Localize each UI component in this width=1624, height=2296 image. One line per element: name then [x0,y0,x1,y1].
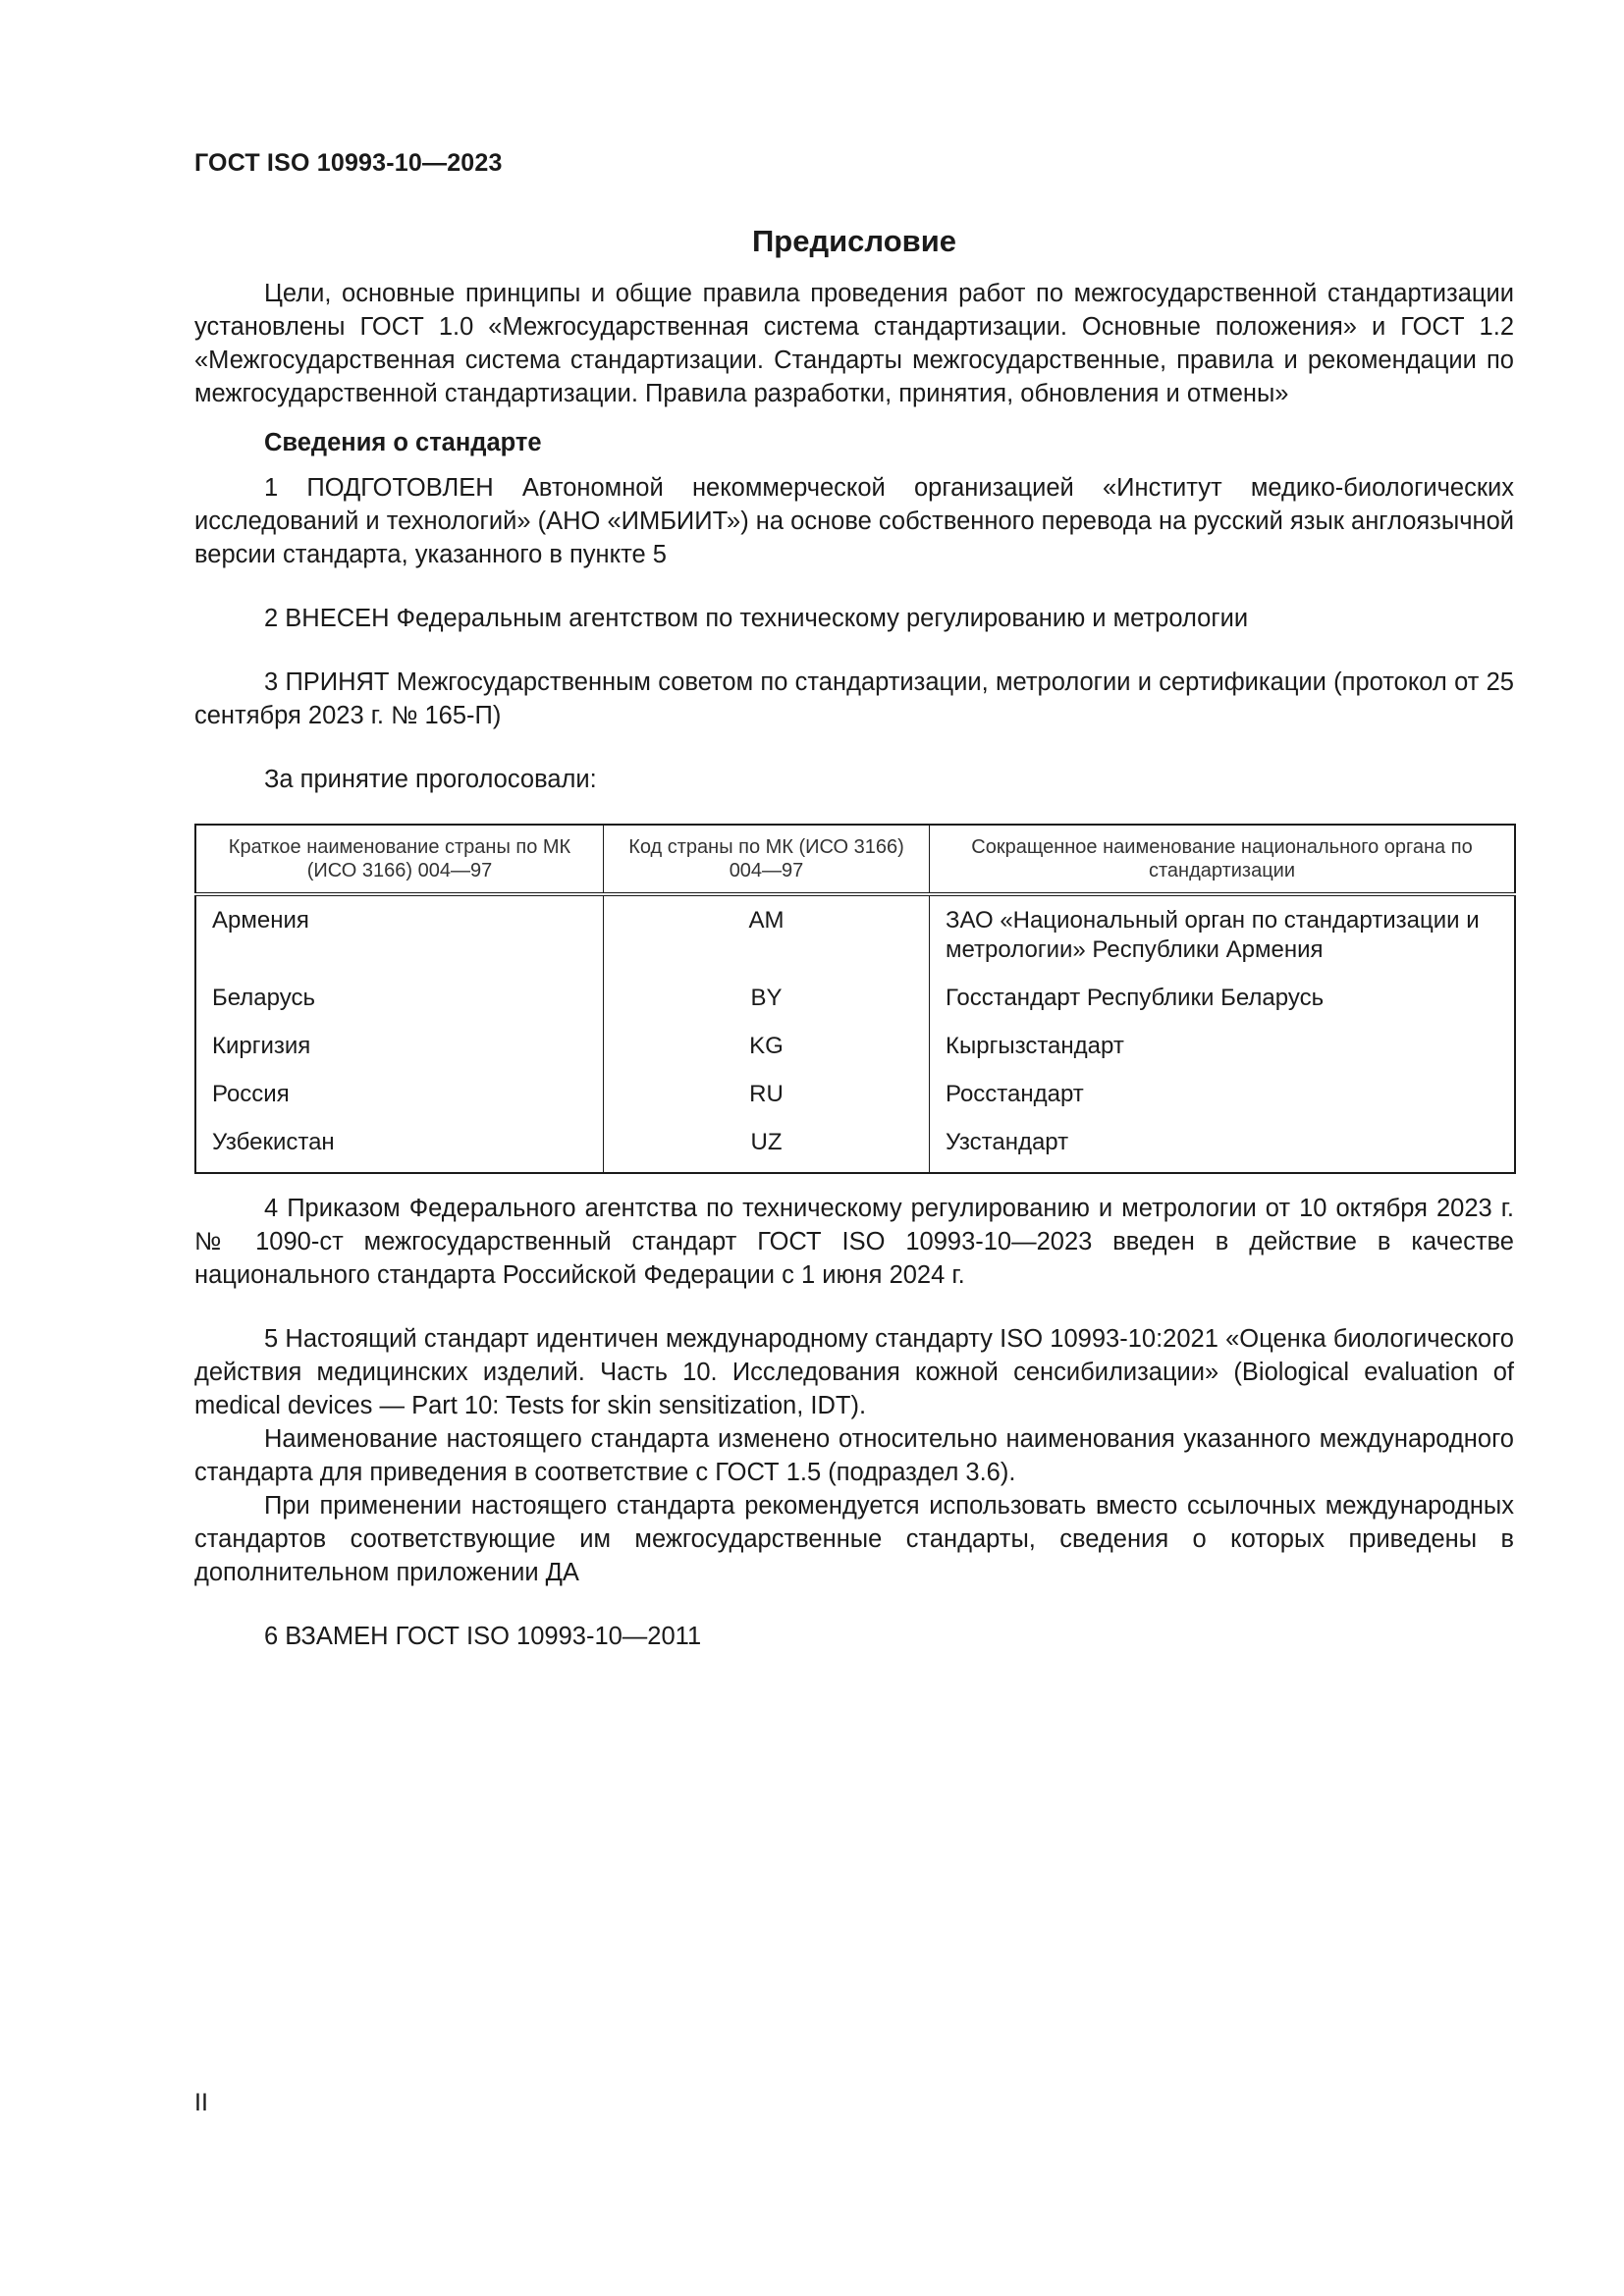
item-3-paragraph: 3 ПРИНЯТ Межгосударственным советом по стандартизации, метрологии и сертификации (протокол от 25 сентября 2023 г. № 165-П) [194,668,1514,729]
body-cell: Узстандарт [930,1124,1516,1173]
body-cell: Росстандарт [930,1076,1516,1124]
table-row [195,894,1515,980]
table-row [195,1076,1515,1124]
code-cell: RU [604,1076,930,1124]
item-1-paragraph: 1 ПОДГОТОВЛЕН Автономной некоммерческой организацией «Институт медико-биологических исследований и технологий» (АНО «ИМБИИТ») на основе собственного перевода на русский язык англоязычной версии стандарта, указанного в пункте 5 [194,474,1514,568]
body-cell: ЗАО «Национальный орган по стандартизации и метрологии» Республики Армения [930,894,1516,980]
vote-intro: За принятие проголосовали: [264,766,597,793]
page-number: II [194,2089,208,2116]
item-6-paragraph: 6 ВЗАМЕН ГОСТ ISO 10993-10—2011 [264,1623,702,1650]
country-cell: Киргизия [195,1028,604,1076]
code-cell: BY [604,980,930,1028]
country-cell: Россия [195,1076,604,1124]
section-subheading: Сведения о стандарте [264,429,542,456]
voting-countries-table [194,824,1516,1174]
table-row [195,1028,1515,1076]
code-cell: UZ [604,1124,930,1173]
item-5-references-paragraph: При применении настоящего стандарта рекомендуется использовать вместо ссылочных международных стандартов соответствующие им межгосударственные стандарты, сведения о которых приведены в дополнительном приложении ДА [194,1492,1514,1586]
table-row [195,980,1515,1028]
table-header-row [195,825,1515,894]
column-header-country: Краткое наименование страны по МК (ИСО 3166) 004—97 [195,825,604,894]
item-5-paragraph: 5 Настоящий стандарт идентичен международному стандарту ISO 10993-10:2021 «Оценка биологического действия медицинских изделий. Часть 10. Исследования кожной сенсибилизации» (Biological evaluation of medical devices — Part 10: Tests for skin sensitization, IDT). [194,1325,1514,1419]
country-cell: Узбекистан [195,1124,604,1173]
item-2-paragraph: 2 ВНЕСЕН Федеральным агентством по техническому регулированию и метрологии [264,605,1249,632]
page-title: Предисловие [751,224,956,258]
table-row [195,1124,1515,1173]
body-cell: Кыргызстандарт [930,1028,1516,1076]
foreword-content [194,222,1514,1653]
intro-paragraph: Цели, основные принципы и общие правила проведения работ по межгосударственной стандартизации установлены ГОСТ 1.0 «Межгосударственная система стандартизации. Основные положения» и ГОСТ 1.2 «Межгосударственная система стандартизации. Стандарты межгосударственные, правила и рекомендации по межгосударственной стандартизации. Правила разработки, принятия, обновления и отмены» [194,280,1514,407]
code-cell: AM [604,894,930,980]
item-5-name-change-paragraph: Наименование настоящего стандарта изменено относительно наименования указанного международного стандарта для приведения в соответствие с ГОСТ 1.5 (подраздел 3.6). [194,1425,1514,1486]
country-cell: Беларусь [195,980,604,1028]
country-cell: Армения [195,894,604,980]
code-cell: KG [604,1028,930,1076]
body-cell: Госстандарт Республики Беларусь [930,980,1516,1028]
column-header-body: Сокращенное наименование национального органа по стандартизации [930,825,1516,894]
document-code-header: ГОСТ ISO 10993-10—2023 [194,149,503,177]
column-header-code: Код страны по МК (ИСО 3166) 004—97 [604,825,930,894]
item-4-paragraph: 4 Приказом Федерального агентства по техническому регулированию и метрологии от 10 октября 2023 г. № 1090-ст межгосударственный стандарт ГОСТ ISO 10993-10—2023 введен в действие в качестве национального стандарта Российской Федерации с 1 июня 2024 г. [194,1195,1514,1289]
